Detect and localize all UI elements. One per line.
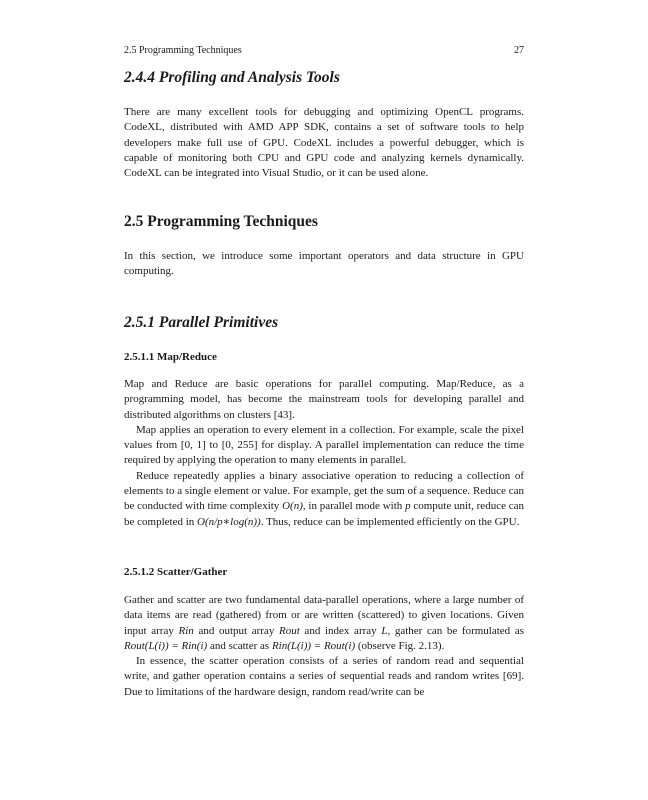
paragraph-map-reduce-intro: Map and Reduce are basic operations for parallel computing. Map/Reduce, as a programming model, has become the mainstream tools for developing parallel and distributed algorithms on clusters [43].: [124, 378, 524, 421]
page-number: 27: [514, 45, 524, 56]
math-inline: Rout: [279, 624, 300, 637]
paragraph-reduce: Reduce repeatedly applies a binary associative operation to reducing a collection of elements to a single element or value. For example, get the sum of a sequence. Reduce can be conducted with time complexity O(n), in parallel mode with p compute unit, reduce can be completed in O(n/p∗log(n)). Thus, reduce can be implemented efficiently on the GPU.: [124, 469, 524, 528]
running-head: [124, 45, 524, 56]
paragraph-scatter-gather: Gather and scatter are two fundamental data-parallel operations, where a large number of data items are read (gathered) from or are written (scattered) to given locations. Given input array Rin and output array Rout and index array L, gather can be formulated as Rout(L(i)) = Rin(i) and scatter as Rin(L(i)) = Rout(i) (observe Fig. 2.13).: [124, 594, 525, 652]
heading-2-5-1: 2.5.1 Parallel Primitives: [124, 314, 279, 331]
paragraph-scatter-essence: In essence, the scatter operation consists of a series of random read and sequential write, and gather operation contains a series of sequential reads and random writes [69]. Due to limitations of the hardware design, random read/write can be: [124, 655, 524, 698]
math-inline: p: [405, 500, 411, 513]
paragraph-map: Map applies an operation to every element in a collection. For example, scale the pixel values from [0, 1] to [0, 255] for display. A parallel implementation can reduce the time required by applying the operation to many elements in parallel.: [124, 423, 524, 467]
heading-2-4-4: 2.4.4 Profiling and Analysis Tools: [124, 69, 340, 86]
scatter-gather-text: [124, 593, 524, 700]
paragraph-section-intro: In this section, we introduce some important operators and data structure in GPU computing.: [124, 250, 524, 278]
math-inline: Rin: [178, 624, 194, 637]
math-formula-scatter: Rin(L(i)) = Rout(i): [271, 639, 356, 652]
heading-2-5-1-1: 2.5.1.1 Map/Reduce: [124, 351, 217, 363]
heading-2-5: 2.5 Programming Techniques: [124, 213, 318, 230]
math-formula-gather: Rout(L(i)) = Rin(i): [124, 639, 208, 652]
heading-2-5-1-2: 2.5.1.2 Scatter/Gather: [124, 566, 228, 578]
running-head-section: 2.5 Programming Techniques: [124, 45, 242, 56]
math-inline: O(n/p∗log(n)): [197, 515, 261, 528]
paragraph-profiling-tools: There are many excellent tools for debugging and optimizing OpenCL programs. CodeXL, distributed with AMD APP SDK, contains a set of software tools to help developers make full use of GPU. CodeXL includes a powerful debugger, which is capable of monitoring both CPU and GPU code and analyzing kernels dynamically. CodeXL can be integrated into Visual Studio, or it can be used alone.: [124, 106, 524, 180]
map-reduce-text: [124, 377, 524, 530]
math-inline: O(n): [282, 500, 303, 513]
math-inline: L: [381, 624, 388, 637]
